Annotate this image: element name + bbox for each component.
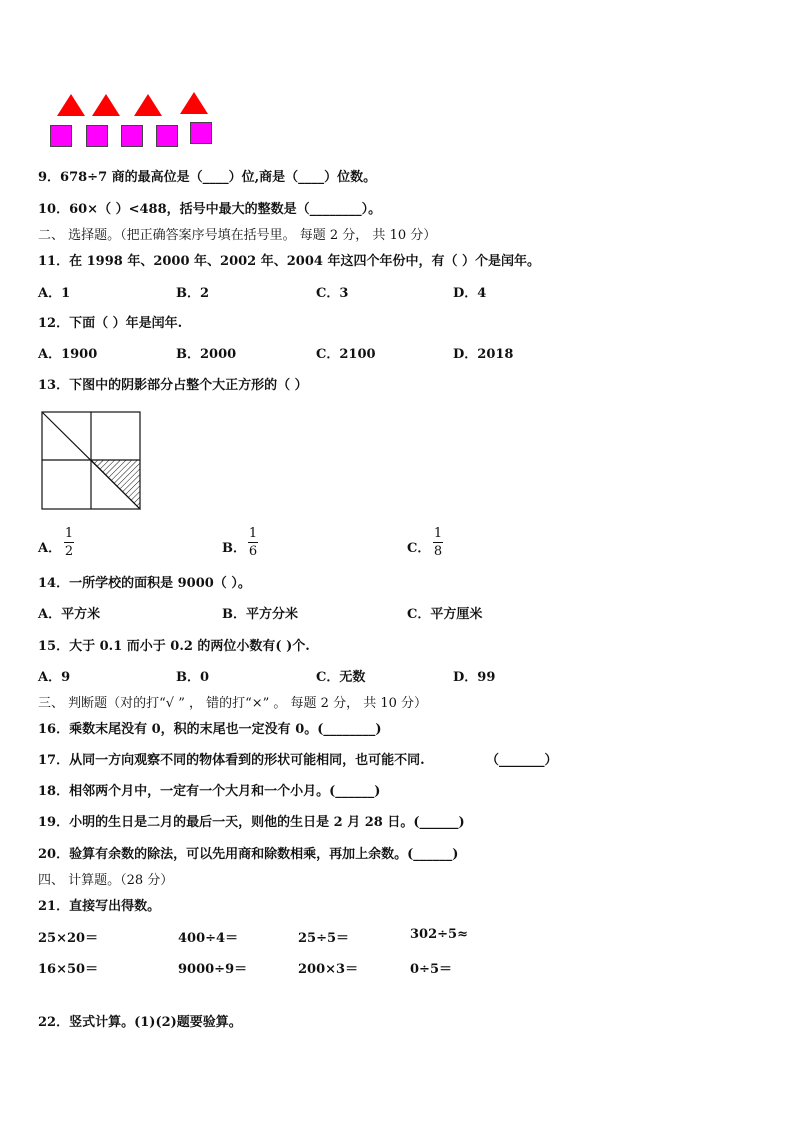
- q13-option-a-label: A．: [38, 541, 62, 556]
- question-21: 21．直接写出得数。: [38, 899, 161, 914]
- q14-option-b: B．平方分米: [222, 607, 298, 622]
- calc-item: 400÷4＝: [178, 931, 239, 946]
- q12-option-d: D．2018: [453, 347, 514, 362]
- section-2-heading: 二、 选择题。（把正确答案序号填在括号里。 每题 2 分， 共 10 分）: [38, 228, 437, 243]
- question-20: 20．验算有余数的除法，可以先用商和除数相乘，再加上余数。(______): [38, 847, 459, 862]
- red-triangle-shape: [92, 94, 120, 116]
- denominator: 2: [64, 544, 74, 559]
- magenta-square-shape: [50, 125, 72, 147]
- fraction-bar: [433, 542, 443, 543]
- fraction-bar: [248, 542, 258, 543]
- red-triangle-shape: [180, 92, 208, 114]
- q15-option-b: B．0: [176, 670, 210, 685]
- question-11: 11．在 1998 年、2000 年、2002 年、2004 年这四个年份中，有（ ）个是闰年。: [38, 254, 540, 269]
- question-12: 12．下面（ ）年是闰年.: [38, 316, 183, 331]
- q17-answer-blank: （_______）: [486, 753, 558, 768]
- question-15: 15．大于 0.1 而小于 0.2 的两位小数有( )个.: [38, 639, 310, 654]
- magenta-square-shape: [86, 125, 108, 147]
- question-9: 9．678÷7 商的最高位是（____）位,商是（____）位数。: [38, 170, 377, 185]
- question-14: 14．一所学校的面积是 9000（ ）。: [38, 576, 251, 591]
- magenta-square-shape: [156, 125, 178, 147]
- question-17: 17．从同一方向观察不同的物体看到的形状可能相同，也可能不同.: [38, 753, 425, 768]
- q15-option-a: A．9: [38, 670, 71, 685]
- magenta-square-shape: [121, 125, 143, 147]
- q15-option-c: C．无数: [316, 670, 366, 685]
- red-triangle-shape: [57, 94, 85, 116]
- q13-option-b-label: B．: [222, 541, 246, 556]
- q11-option-b: B．2: [176, 286, 210, 301]
- calc-item: 200×3＝: [298, 962, 359, 977]
- question-22: 22．竖式计算。(1)(2)题要验算。: [38, 1015, 242, 1030]
- q14-option-a: A．平方米: [38, 607, 101, 622]
- q12-option-c: C．2100: [316, 347, 376, 362]
- q15-option-d: D．99: [453, 670, 496, 685]
- q13-option-c-label: C．: [407, 541, 431, 556]
- q12-option-b: B．2000: [176, 347, 237, 362]
- denominator: 6: [248, 544, 258, 559]
- red-triangle-shape: [134, 94, 162, 116]
- q11-option-c: C．3: [316, 286, 349, 301]
- question-16: 16．乘数末尾没有 0，积的末尾也一定没有 0。(________): [38, 722, 382, 737]
- section-4-heading: 四、 计算题。（28 分）: [38, 873, 174, 888]
- numerator: 1: [248, 526, 258, 541]
- calc-item: 25÷5＝: [298, 931, 350, 946]
- calc-item: 16×50＝: [38, 962, 99, 977]
- question-10: 10．60×（ ）<488，括号中最大的整数是（________）。: [38, 202, 382, 217]
- q11-option-a: A．1: [38, 286, 71, 301]
- question-19: 19．小明的生日是二月的最后一天，则他的生日是 2 月 28 日。(______): [38, 815, 465, 830]
- question-18: 18．相邻两个月中，一定有一个大月和一个小月。(______): [38, 784, 381, 799]
- magenta-square-shape: [190, 122, 212, 144]
- question-13: 13．下图中的阴影部分占整个大正方形的（ ）: [38, 378, 308, 393]
- calc-item: 9000÷9＝: [178, 962, 248, 977]
- shaded-square-figure: [40, 410, 144, 512]
- denominator: 8: [433, 544, 443, 559]
- calc-item: 25×20＝: [38, 931, 99, 946]
- q13-option-b-fraction: [248, 526, 258, 559]
- q13-option-c-fraction: [433, 526, 443, 559]
- calc-item: 302÷5≈: [410, 927, 468, 942]
- section-3-heading: 三、 判断题（对的打“√ ” ， 错的打“×” 。 每题 2 分， 共 10 分）: [38, 696, 428, 711]
- numerator: 1: [433, 526, 443, 541]
- q13-option-a-fraction: [64, 526, 74, 559]
- fraction-bar: [64, 542, 74, 543]
- q14-option-c: C．平方厘米: [407, 607, 483, 622]
- numerator: 1: [64, 526, 74, 541]
- q12-option-a: A．1900: [38, 347, 98, 362]
- calc-item: 0÷5＝: [410, 962, 452, 977]
- q11-option-d: D．4: [453, 286, 487, 301]
